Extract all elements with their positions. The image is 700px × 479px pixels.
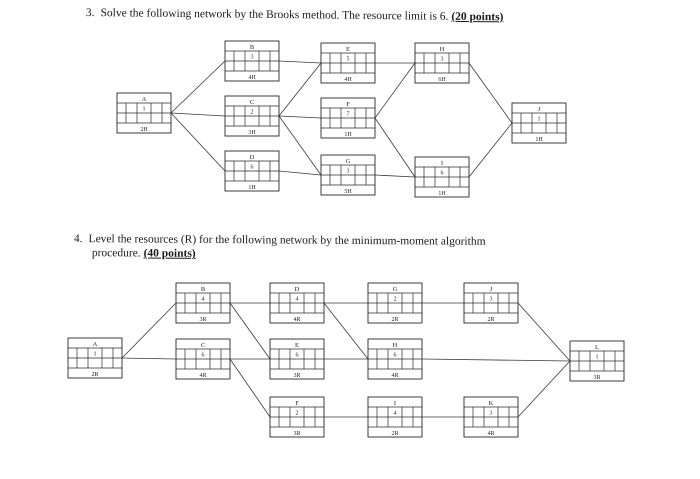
- activity-node-i: [415, 157, 469, 197]
- node-duration: 4: [201, 296, 205, 303]
- node-duration: 1: [595, 354, 599, 361]
- node-resource: 6H: [438, 77, 446, 83]
- node-resource: 3R: [199, 317, 207, 323]
- node-resource: 1H: [438, 191, 446, 197]
- network-1-arrow-c-f: [279, 116, 321, 118]
- node-letter: G: [392, 286, 398, 293]
- node-letter: D: [294, 286, 300, 293]
- question-3-number: 3.: [85, 6, 95, 20]
- network-1-arrow-f-h: [375, 63, 415, 118]
- activity-node-f: [321, 98, 375, 138]
- node-letter: A: [141, 96, 147, 103]
- network-2-arrow-h-l: [422, 359, 570, 361]
- network-1-arrow-a-b: [171, 61, 225, 113]
- node-duration: 6: [393, 352, 397, 359]
- node-letter: B: [200, 286, 206, 293]
- node-letter: C: [200, 342, 206, 349]
- node-letter: H: [392, 342, 398, 349]
- node-letter: F: [295, 400, 299, 407]
- network-1-arrow-a-d: [171, 113, 225, 171]
- activity-node-h: [415, 43, 469, 83]
- node-letter: A: [92, 341, 98, 348]
- node-letter: J: [489, 286, 493, 293]
- activity-node-h: [368, 339, 422, 379]
- node-duration: 6: [440, 170, 444, 177]
- node-resource: 4R: [199, 373, 207, 379]
- node-resource: 2R: [391, 317, 399, 323]
- node-letter: H: [439, 46, 445, 53]
- node-letter: K: [488, 400, 494, 407]
- node-duration: 1: [537, 116, 541, 123]
- network-1-arrow-c-e: [279, 63, 321, 116]
- activity-node-e: [321, 43, 375, 83]
- activity-node-e: [270, 339, 324, 379]
- node-letter: I: [393, 400, 397, 407]
- node-resource: 1H: [248, 185, 256, 191]
- activity-node-l: [570, 341, 624, 381]
- node-resource: 2R: [91, 372, 99, 378]
- node-letter: I: [440, 160, 444, 167]
- node-duration: 3: [489, 410, 493, 417]
- node-letter: B: [249, 44, 255, 51]
- activity-node-j: [512, 103, 566, 143]
- node-resource: 3R: [593, 375, 601, 381]
- node-duration: 6: [295, 352, 299, 359]
- question-4-text-line2: procedure.: [91, 247, 141, 260]
- node-resource: 4H: [248, 75, 256, 81]
- network-1-arrow-g-i: [375, 175, 415, 177]
- activity-node-a: [68, 338, 122, 378]
- node-duration: 3: [440, 56, 444, 63]
- node-duration: 3: [489, 296, 493, 303]
- question-4-number: 4.: [73, 232, 83, 246]
- network-2-arrow-a-b: [122, 303, 176, 358]
- network-1-arrow-i-j: [469, 123, 512, 177]
- network-1: [117, 41, 566, 197]
- node-duration: 2: [250, 109, 254, 116]
- node-duration: 6: [250, 164, 254, 171]
- node-resource: 4H: [344, 77, 352, 83]
- network-1-arrow-c-g: [279, 116, 321, 175]
- question-4-text: Level the resources (R) for the following network by the minimum-moment algorithm: [88, 233, 486, 248]
- node-letter: D: [249, 154, 255, 161]
- node-letter: C: [249, 99, 255, 106]
- node-duration: 2: [393, 296, 397, 303]
- node-resource: 4R: [293, 317, 301, 323]
- node-resource: 1H: [344, 132, 352, 138]
- network-2-arrow-d-h: [324, 303, 368, 359]
- node-resource: 3R: [293, 431, 301, 437]
- question-4-points: (40 points): [143, 247, 196, 261]
- activity-node-g: [368, 283, 422, 323]
- network-2: [68, 283, 624, 437]
- activity-node-a: [117, 93, 171, 133]
- activity-node-f: [270, 397, 324, 437]
- node-duration: 7: [346, 111, 350, 118]
- activity-node-k: [464, 397, 518, 437]
- network-1-arrow-d-g: [279, 171, 321, 175]
- network-2-arrow-b-e: [230, 303, 270, 359]
- node-duration: 3: [250, 54, 254, 61]
- question-3-points: (20 points): [451, 10, 504, 24]
- activity-node-i: [368, 397, 422, 437]
- node-duration: 4: [295, 296, 299, 303]
- network-2-arrow-k-l: [518, 361, 570, 417]
- node-resource: 4R: [487, 431, 495, 437]
- node-duration: 1: [93, 351, 97, 358]
- node-letter: E: [295, 342, 299, 349]
- node-letter: F: [346, 101, 350, 108]
- node-duration: 4: [393, 410, 397, 417]
- network-2-arrow-c-f: [230, 359, 270, 417]
- question-3-text: Solve the following network by the Brooks method. The resource limit is 6.: [100, 7, 449, 23]
- node-duration: 6: [201, 352, 205, 359]
- activity-node-d: [225, 151, 279, 191]
- node-duration: 1: [142, 106, 146, 113]
- node-resource: 4R: [391, 373, 399, 379]
- network-2-arrow-a-c: [122, 358, 176, 359]
- network-2-arrow-j-l: [518, 303, 570, 361]
- node-resource: 3R: [293, 373, 301, 379]
- node-letter: E: [346, 46, 350, 53]
- activity-node-b: [176, 283, 230, 323]
- node-resource: 5H: [344, 189, 352, 195]
- node-duration: 3: [346, 168, 350, 175]
- node-resource: 1H: [535, 137, 543, 143]
- activity-node-j: [464, 283, 518, 323]
- activity-node-c: [176, 339, 230, 379]
- activity-node-c: [225, 96, 279, 136]
- node-resource: 2R: [391, 431, 399, 437]
- activity-node-b: [225, 41, 279, 81]
- node-duration: 2: [295, 410, 299, 417]
- activity-node-d: [270, 283, 324, 323]
- network-1-arrow-f-i: [375, 118, 415, 177]
- node-letter: L: [595, 344, 599, 351]
- node-resource: 3H: [248, 130, 256, 136]
- network-1-arrow-h-j: [469, 63, 512, 123]
- network-1-arrow-a-c: [171, 113, 225, 116]
- node-resource: 2H: [140, 127, 148, 133]
- node-resource: 2R: [487, 317, 495, 323]
- node-letter: G: [345, 158, 351, 165]
- node-duration: 5: [346, 56, 350, 63]
- network-1-arrow-b-e: [279, 61, 321, 63]
- activity-node-g: [321, 155, 375, 195]
- node-letter: J: [537, 106, 541, 113]
